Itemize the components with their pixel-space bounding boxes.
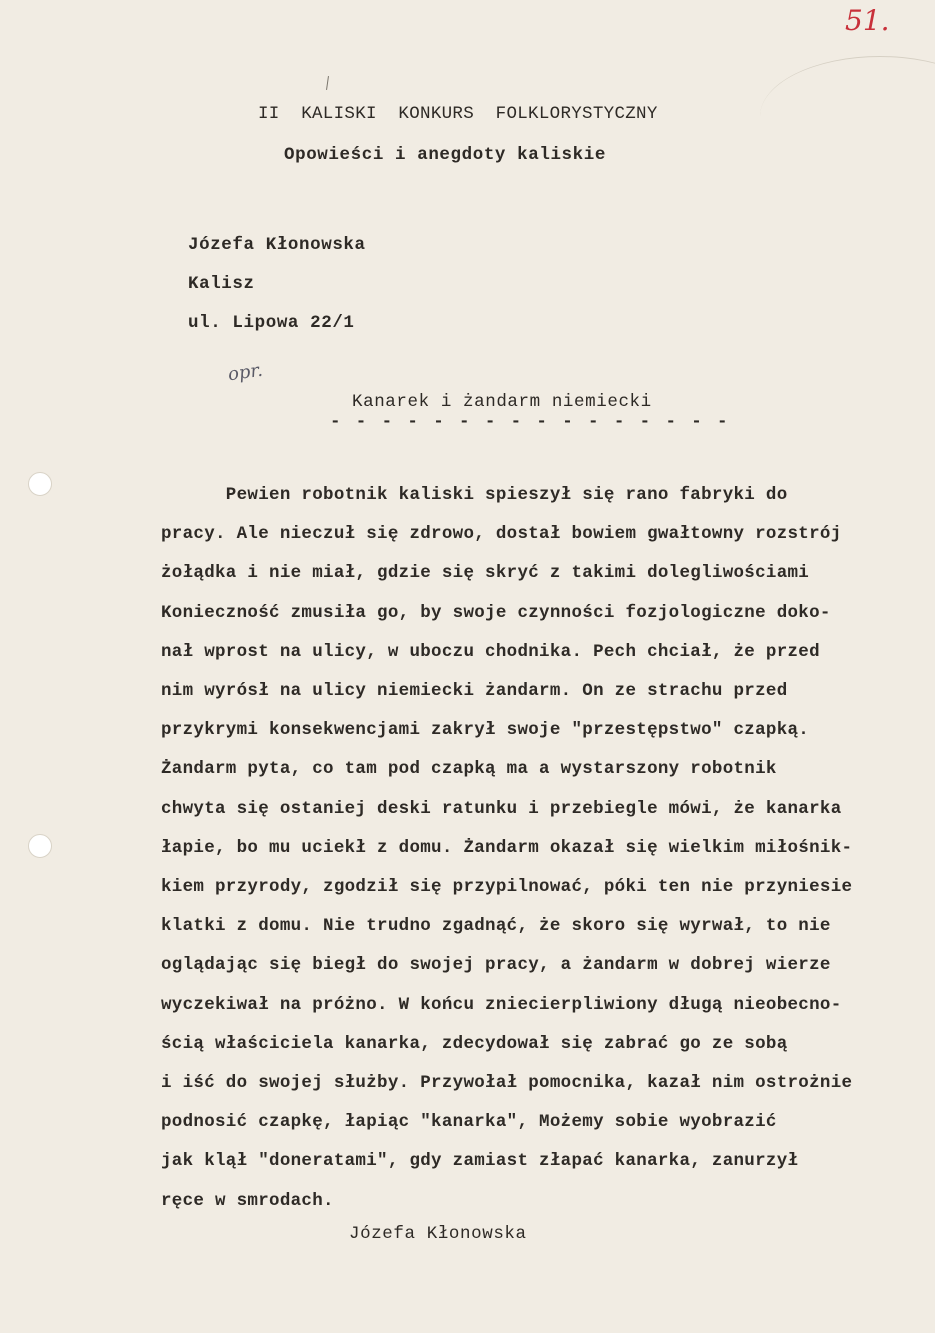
handwritten-note: opr. xyxy=(226,359,265,386)
story-line: klatki z domu. Nie trudno zgadnąć, że skoro się wyrwał, to nie xyxy=(161,916,831,937)
header-title: II KALISKI KONKURS FOLKLORYSTYCZNY xyxy=(258,104,658,124)
story-line: i iść do swojej służby. Przywołał pomocnika, kazał nim ostrożnie xyxy=(161,1073,853,1094)
story-line: kiem przyrody, zgodził się przypilnować, póki ten nie przyniesie xyxy=(161,877,853,898)
author-name: Józefa Kłonowska xyxy=(188,235,366,255)
signature: Józefa Kłonowska xyxy=(349,1224,527,1244)
punch-hole-top xyxy=(28,472,52,496)
story-line: pracy. Ale nieczuł się zdrowo, dostał bowiem gwałtowny rozstrój xyxy=(161,524,842,545)
story-line: nał wprost na ulicy, w uboczu chodnika. Pech chciał, że przed xyxy=(161,641,820,662)
pencil-mark xyxy=(326,76,329,90)
story-line: łapie, bo mu uciekł z domu. Żandarm okazał się wielkim miłośnik- xyxy=(161,837,853,858)
story-body xyxy=(161,476,921,1221)
story-line: wyczekiwał na próżno. W końcu zniecierpliwiony długą nieobecno- xyxy=(161,994,842,1015)
story-line: Konieczność zmusiła go, by swoje czynności fozjologiczne doko- xyxy=(161,602,831,623)
story-line: chwyta się ostaniej deski ratunku i przebiegle mówi, że kanarka xyxy=(161,798,842,819)
paper-crease xyxy=(760,56,935,177)
header-subtitle: Opowieści i anegdoty kaliskie xyxy=(284,145,606,165)
page-number: 51. xyxy=(845,4,890,37)
punch-hole-bottom xyxy=(28,834,52,858)
story-line: jak klął "doneratami", gdy zamiast złapać kanarka, zanurzył xyxy=(161,1151,799,1172)
story-line: nim wyrósł na ulicy niemiecki żandarm. On ze strachu przed xyxy=(161,681,788,702)
story-line: Pewien robotnik kaliski spieszył się rano fabryki do xyxy=(161,485,788,505)
author-street: ul. Lipowa 22/1 xyxy=(188,313,355,333)
story-line: przykrymi konsekwencjami zakrył swoje "przestępstwo" czapką. xyxy=(161,720,810,741)
title-underline: - - - - - - - - - - - - - - - - xyxy=(330,412,730,432)
story-line: ręce w smrodach. xyxy=(161,1190,334,1211)
story-line: żołądka i nie miał, gdzie się skryć z takimi dolegliwościami xyxy=(161,563,810,584)
story-title: Kanarek i żandarm niemiecki xyxy=(352,392,652,412)
author-city: Kalisz xyxy=(188,274,255,294)
story-line: ścią właściciela kanarka, zdecydował się zabrać go ze sobą xyxy=(161,1033,788,1054)
story-line: podnosić czapkę, łapiąc "kanarka", Możemy sobie wyobrazić xyxy=(161,1112,777,1133)
story-line: Żandarm pyta, co tam pod czapką ma a wystarszony robotnik xyxy=(161,759,777,780)
story-line: oglądając się biegł do swojej pracy, a żandarm w dobrej wierze xyxy=(161,955,831,976)
